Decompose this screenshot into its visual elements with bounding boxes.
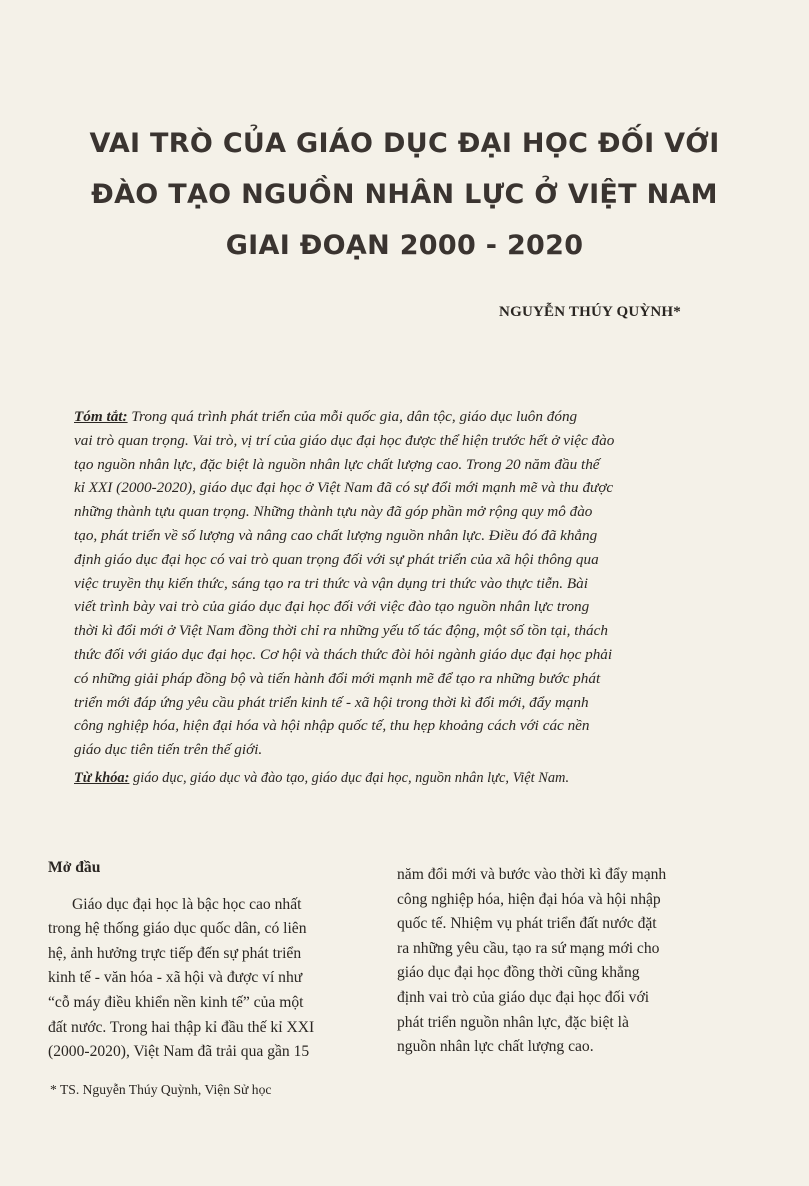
body-line: ra những yêu cầu, tạo ra sứ mạng mới cho (397, 939, 660, 957)
body-line: kinh tế - văn hóa - xã hội và được ví như (48, 969, 303, 987)
title-line-2: ĐÀO TẠO NGUỒN NHÂN LỰC Ở VIỆT NAM (91, 179, 718, 210)
abstract-line: giáo dục tiên tiến trên thế giới. (74, 741, 263, 759)
abstract-line: vai trò quan trọng. Vai trò, vị trí của giáo dục đại học được thể hiện trước hết ở việc đào (74, 431, 615, 449)
abstract-line: định giáo dục đại học có vai trò quan trọng đối với sự phát triển của xã hội thông qua (74, 550, 599, 568)
body-line: năm đổi mới và bước vào thời kì đẩy mạnh (397, 866, 667, 883)
abstract-text: Trong quá trình phát triển của mỗi quốc gia, dân tộc, giáo dục luôn đóng (127, 408, 578, 425)
body-line: phát triển nguồn nhân lực, đặc biệt là (397, 1013, 629, 1031)
body-line: quốc tế. Nhiệm vụ phát triển đất nước đặt (397, 915, 657, 933)
abstract-line: tạo nguồn nhân lực, đặc biệt là nguồn nhân lực chất lượng cao. Trong 20 năm đầu thế (74, 455, 600, 473)
article-title (40, 118, 769, 271)
body-line: giáo dục đại học đồng thời cũng khẳng (397, 964, 640, 982)
title-line-3: GIAI ĐOẠN 2000 - 2020 (225, 230, 584, 261)
body-line: hệ, ảnh hưởng trực tiếp đến sự phát triển (48, 944, 302, 962)
abstract-line (74, 405, 730, 429)
abstract-line: viết trình bày vai trò của giáo dục đại học đối với việc đào tạo nguồn nhân lực trong (74, 598, 590, 616)
section-heading: Mở đầu (48, 859, 101, 876)
body-line: đất nước. Trong hai thập kỉ đầu thế kỉ XXI (48, 1018, 315, 1036)
right-column (397, 863, 712, 1060)
abstract-line: thức đối với giáo dục đại học. Cơ hội và thách thức đòi hỏi ngành giáo dục đại học phải (74, 645, 613, 663)
left-column (48, 856, 363, 1065)
abstract-line: công nghiệp hóa, hiện đại hóa và hội nhập quốc tế, thu hẹp khoảng cách với các nền (74, 717, 590, 735)
abstract (74, 405, 730, 762)
abstract-line: thời kì đổi mới ở Việt Nam đồng thời chỉ ra những yếu tố tác động, một số tồn tại, thách (74, 622, 608, 640)
author-name: NGUYỄN THÚY QUỲNH* (499, 304, 681, 320)
abstract-line: có những giải pháp đồng bộ và tiến hành đổi mới mạnh mẽ để tạo ra những bước phát (74, 669, 601, 687)
body-line: “cỗ máy điều khiển nền kinh tế” của một (48, 993, 304, 1011)
body-line: Giáo dục đại học là bậc học cao nhất (72, 895, 302, 913)
body-line: nguồn nhân lực chất lượng cao. (397, 1038, 594, 1056)
abstract-line: những thành tựu quan trọng. Những thành tựu này đã góp phần mở rộng quy mô đào (74, 503, 593, 521)
body-line: định vai trò của giáo dục đại học đối với (397, 988, 650, 1006)
abstract-line: việc truyền thụ kiến thức, sáng tạo ra tri thức và vận dụng tri thức vào thực tiễn. Bài (74, 574, 588, 592)
keywords-text: giáo dục, giáo dục và đào tạo, giáo dục đại học, nguồn nhân lực, Việt Nam. (129, 770, 570, 786)
footnote: * TS. Nguyễn Thúy Quỳnh, Viện Sử học (50, 1082, 272, 1097)
abstract-line: tạo, phát triển về số lượng và nâng cao chất lượng nguồn nhân lực. Điều đó đã khẳng (74, 526, 598, 544)
body-line: (2000-2020), Việt Nam đã trải qua gần 15 (48, 1043, 310, 1061)
title-line-1: VAI TRÒ CỦA GIÁO DỤC ĐẠI HỌC ĐỐI VỚI (89, 128, 720, 159)
body-line: trong hệ thống giáo dục quốc dân, có liên (48, 920, 307, 938)
body-line: công nghiệp hóa, hiện đại hóa và hội nhập (397, 890, 661, 908)
keywords-label: Từ khóa: (74, 770, 130, 786)
abstract-label: Tóm tắt: (74, 408, 128, 425)
abstract-line: kỉ XXI (2000-2020), giáo dục đại học ở Việt Nam đã có sự đổi mới mạnh mẽ và thu được (74, 479, 614, 497)
keywords (74, 770, 774, 787)
abstract-line: triển mới đáp ứng yêu cầu phát triển kinh tế - xã hội trong thời kì đổi mới, đẩy mạnh (74, 693, 589, 711)
